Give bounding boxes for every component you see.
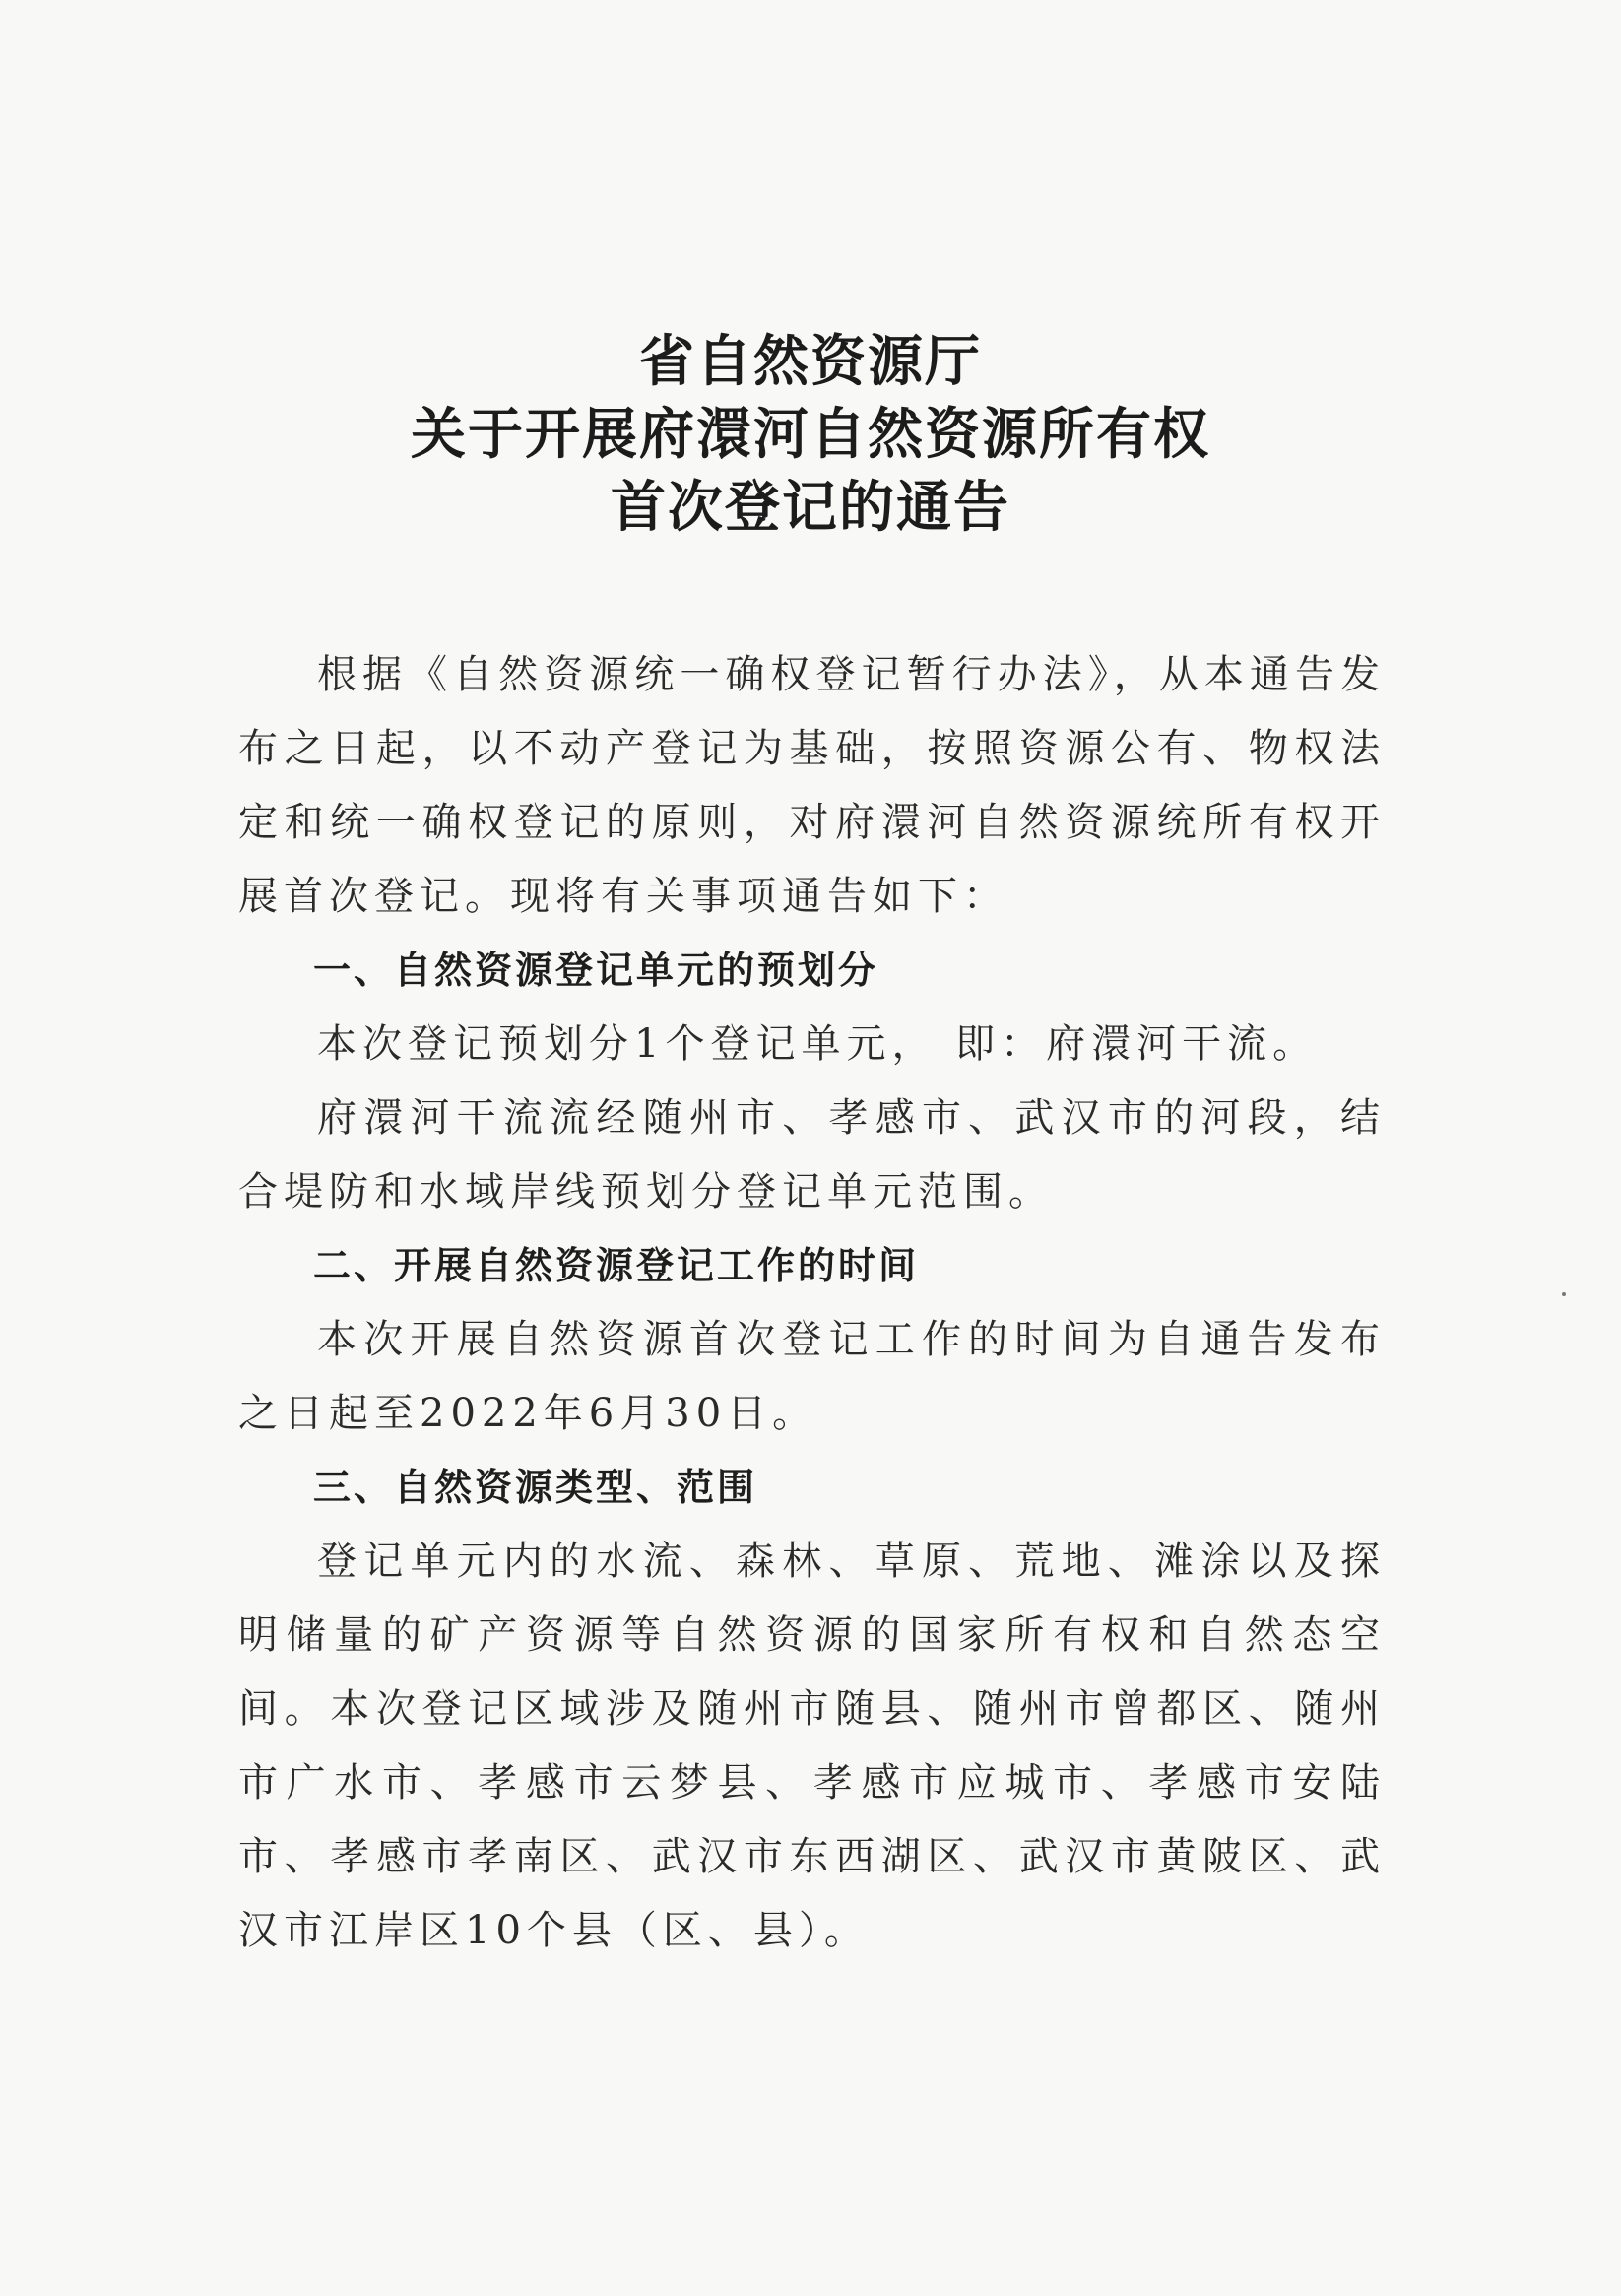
section-heading-2: 二、开展自然资源登记工作的时间 (313, 1244, 920, 1287)
title-line-2: 关于开展府澴河自然资源所有权 (411, 402, 1210, 467)
document-body (238, 638, 1386, 1968)
document-title (0, 325, 1621, 544)
section-3-paragraph: 登记单元内的水流、森林、草原、荒地、滩涂以及探明储量的矿产资源等自然资源的国家所有权和自然态空间。本次登记区域涉及随州市随县、随州市曾都区、随州市广水市、孝感市云梦县、孝感市应城市、孝感市安陆市、孝感市孝南区、武汉市东西湖区、武汉市黄陂区、武汉市江岸区10个县（区、县）。 (238, 1539, 1386, 1953)
scan-speck (1562, 1292, 1566, 1296)
section-heading-3: 三、自然资源类型、范围 (313, 1466, 758, 1509)
intro-paragraph: 根据《自然资源统一确权登记暂行办法》，从本通告发布之日起，以不动产登记为基础，按照资源公有、物权法定和统一确权登记的原则，对府澴河自然资源统所有权开展首次登记。现将有关事项通告如下： (238, 652, 1386, 919)
title-line-1: 省自然资源厅 (639, 329, 982, 394)
section-heading-1: 一、自然资源登记单元的预划分 (313, 949, 879, 992)
section-1-paragraph-2: 府澴河干流流经随州市、孝感市、武汉市的河段，结合堤防和水域岸线预划分登记单元范围。 (238, 1095, 1386, 1214)
section-2-paragraph: 本次开展自然资源首次登记工作的时间为自通告发布之日起至2022年6月30日。 (238, 1317, 1386, 1436)
title-line-3: 首次登记的通告 (611, 475, 1010, 540)
section-1-paragraph-1: 本次登记预划分1个登记单元， 即：府澴河干流。 (317, 1021, 1319, 1067)
